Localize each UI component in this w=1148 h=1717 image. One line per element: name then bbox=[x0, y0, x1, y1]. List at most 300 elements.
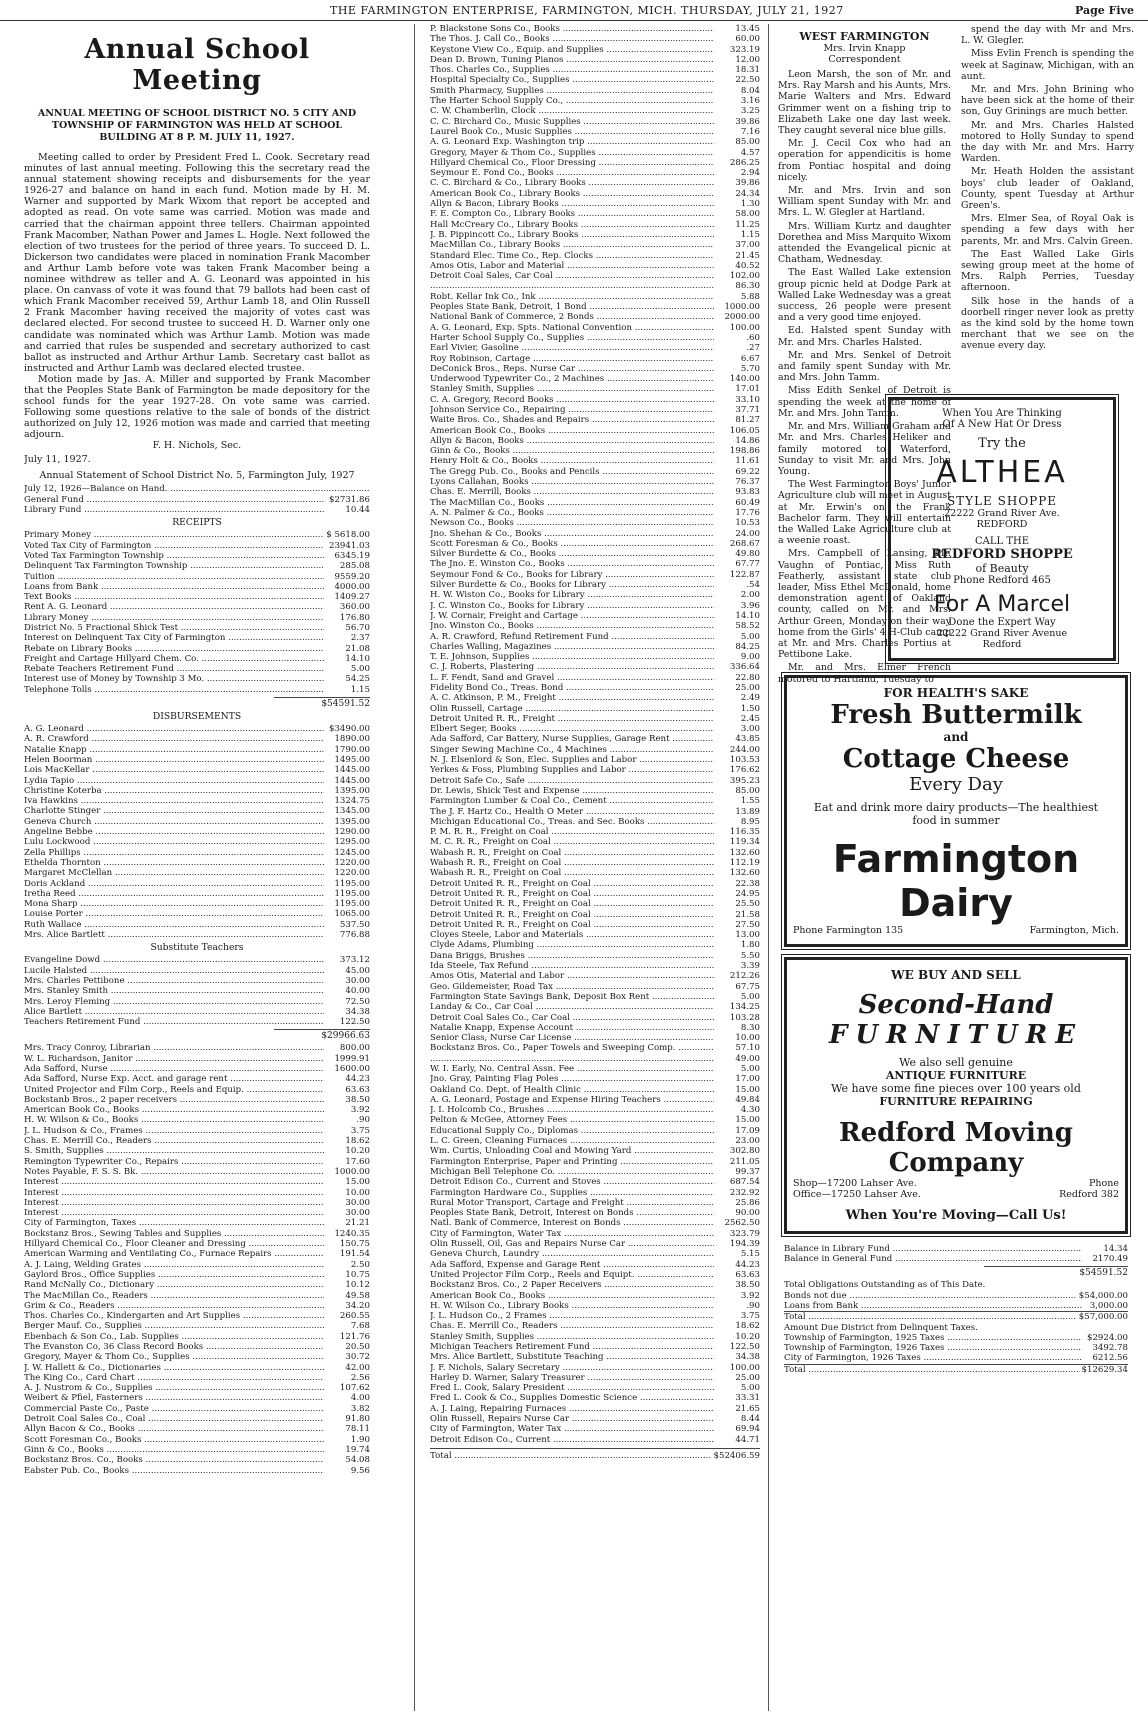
row-label: Smith Pharmacy, Supplies ..... bbox=[430, 86, 714, 96]
row-label: T. E. Johnson, Supplies ..... bbox=[430, 652, 714, 662]
ledger-row bbox=[430, 86, 760, 96]
row-label: Dr. Lewis, Shick Test and Expense ..... bbox=[430, 786, 714, 796]
ledger-row bbox=[24, 1054, 370, 1064]
news-paragraph: Mr. Heath Holden the assistant boys' club leader of Oakland, County, spent Tuesday at Arthur Green's. bbox=[961, 166, 1134, 212]
row-label: Wabash R. R., Freight on Coal ..... bbox=[430, 868, 714, 878]
ledger-row bbox=[430, 559, 760, 569]
news-paragraph: spend the day with Mr and Mrs. L. W. Glegler. bbox=[961, 24, 1134, 47]
ledger-row bbox=[430, 621, 760, 631]
ad-text: food in summer bbox=[912, 813, 1000, 827]
balance-row bbox=[784, 1353, 1128, 1363]
row-label: Detroit Edison Co., Current and Stoves ..... bbox=[430, 1177, 714, 1187]
row-label: L. F. Fendt, Sand and Gravel ..... bbox=[430, 673, 714, 683]
row-amount: 3.16 bbox=[740, 96, 760, 107]
ledger-row bbox=[430, 1095, 760, 1105]
row-label: Detroit Edison Co., Current ..... bbox=[430, 1435, 714, 1445]
ad-text: When You're Moving—Call Us! bbox=[845, 1207, 1067, 1223]
row-label: Berger Mauf. Co., Supplies ..... bbox=[24, 1321, 324, 1331]
row-label: Grim & Co., Readers ..... bbox=[24, 1301, 324, 1311]
row-amount: 1220.00 bbox=[334, 857, 370, 868]
row-amount: .54 bbox=[746, 580, 760, 591]
row-amount: 58.00 bbox=[735, 209, 760, 220]
ledger-row bbox=[430, 374, 760, 384]
ledger-row bbox=[24, 1291, 370, 1301]
row-label: Detroit United R. R., Freight on Coal ..... bbox=[430, 899, 714, 909]
row-label: H. W. Wiston Co., Books for Library ..... bbox=[430, 590, 714, 600]
ledger-row bbox=[430, 292, 760, 302]
row-amount: .27 bbox=[746, 343, 760, 354]
row-label: Iva Hawkins ..... bbox=[24, 796, 324, 806]
row-label: Ginn & Co., Books ..... bbox=[430, 446, 714, 456]
row-amount: 2.37 bbox=[350, 633, 370, 644]
row-amount: 22.80 bbox=[735, 672, 760, 683]
row-label: Gaylord Bros., Office Supplies ..... bbox=[24, 1270, 324, 1280]
ledger-row bbox=[430, 1126, 760, 1136]
row-label: Henry Holt & Co., Books ..... bbox=[430, 456, 714, 466]
row-label: City of Farmington, 1926 Taxes ..... bbox=[784, 1353, 1082, 1363]
row-label: Singer Sewing Machine Co., 4 Machines ..... bbox=[430, 745, 714, 755]
row-label: Lulu Lockwood ..... bbox=[24, 837, 324, 847]
row-amount: 30.00 bbox=[345, 1208, 370, 1219]
row-amount: .60 bbox=[746, 332, 760, 343]
row-amount: 7.68 bbox=[350, 1321, 370, 1332]
ad-text: of Beauty bbox=[975, 561, 1029, 575]
row-amount: 34.38 bbox=[735, 1352, 760, 1363]
row-amount: 33.31 bbox=[735, 1393, 760, 1404]
ledger-row bbox=[430, 930, 760, 940]
row-amount: 776.88 bbox=[339, 930, 370, 941]
ledger-row bbox=[430, 652, 760, 662]
row-amount: 24.00 bbox=[735, 528, 760, 539]
row-amount: 11.25 bbox=[735, 219, 760, 230]
ad-logo-text: Farmington Dairy bbox=[832, 836, 1080, 925]
ledger-row bbox=[24, 817, 370, 827]
row-label: Earl Vivier, Gasoline ..... bbox=[430, 343, 714, 353]
ledger-row bbox=[24, 899, 370, 909]
row-amount: 268.67 bbox=[729, 538, 760, 549]
row-label: H. W. Wilson & Co., Books ..... bbox=[24, 1115, 324, 1125]
delinquent-heading: Amount Due District from Delinquent Taxes. bbox=[784, 1322, 978, 1333]
row-amount: 54.08 bbox=[345, 1455, 370, 1466]
ledger-row bbox=[24, 1455, 370, 1465]
ledger-row bbox=[24, 1136, 370, 1146]
row-amount: 25.00 bbox=[735, 1372, 760, 1383]
row-label: A. R. Crawford ..... bbox=[24, 734, 324, 744]
row-amount: 34.38 bbox=[345, 1006, 370, 1017]
ad-headline: ALTHEA bbox=[936, 454, 1068, 490]
ledger-row bbox=[24, 1270, 370, 1280]
ledger-row bbox=[430, 75, 760, 85]
row-label: Farmington Enterprise, Paper and Printing ..... bbox=[430, 1157, 714, 1167]
row-amount: 8.44 bbox=[740, 1414, 760, 1425]
article-title: Annual School Meeting bbox=[84, 34, 310, 96]
row-amount: 33.10 bbox=[735, 394, 760, 405]
row-label: Library Money ..... bbox=[24, 613, 324, 623]
row-amount: 6345.19 bbox=[334, 550, 370, 561]
ledger-row bbox=[430, 910, 760, 920]
ledger-row bbox=[24, 1321, 370, 1331]
row-label: Farmington State Savings Bank, Deposit Box Rent ..... bbox=[430, 992, 714, 1002]
ledger-row bbox=[430, 240, 760, 250]
ledger-row bbox=[24, 1229, 370, 1239]
ledger-row bbox=[24, 530, 370, 540]
row-amount: 37.71 bbox=[735, 404, 760, 415]
column-2-total: Total ..... $52406.59 bbox=[430, 1448, 760, 1461]
row-label: Tuition ..... bbox=[24, 572, 324, 582]
row-label: Charles Walling, Magazines ..... bbox=[430, 642, 714, 652]
row-amount: 12.00 bbox=[735, 54, 760, 65]
row-amount: 42.00 bbox=[345, 1362, 370, 1373]
row-amount: 1999.91 bbox=[334, 1053, 370, 1064]
row-label: C. C. Birchard Co., Music Supplies ..... bbox=[430, 117, 714, 127]
row-amount: 43.85 bbox=[735, 734, 760, 745]
row-amount: 3492.78 bbox=[1092, 1343, 1128, 1354]
news-paragraph: Mrs. William Kurtz and daughter Dorethea and Miss Marquito Wixom attended the Evangelical picnic at Chatham, Wednesday. bbox=[778, 220, 951, 266]
row-label: Detroit Safe Co., Safe ..... bbox=[430, 776, 714, 786]
ledger-row bbox=[24, 1177, 370, 1187]
row-amount: $54,000.00 bbox=[1078, 1290, 1128, 1301]
ledger-row bbox=[24, 868, 370, 878]
balance-summary bbox=[784, 1244, 1128, 1375]
ad-text: Try the bbox=[978, 435, 1026, 451]
row-amount: 23941.03 bbox=[328, 540, 370, 551]
row-amount: 134.25 bbox=[729, 1002, 760, 1013]
row-amount: 3.75 bbox=[350, 1125, 370, 1136]
row-label: Mrs. Alice Bartlett, Substitute Teaching ..... bbox=[430, 1352, 714, 1362]
row-amount: 1065.00 bbox=[334, 909, 370, 920]
row-amount: 24.34 bbox=[735, 188, 760, 199]
row-label: Robt. Kellar Ink Co., Ink ..... bbox=[430, 292, 714, 302]
row-amount: 17.60 bbox=[345, 1156, 370, 1167]
substitutes-label: Substitute Teachers bbox=[150, 942, 244, 954]
row-amount: 1.15 bbox=[740, 229, 760, 240]
row-label: Bockstanz Bros., Sewing Tables and Supplies ..... bbox=[24, 1229, 324, 1239]
ledger-row bbox=[430, 961, 760, 971]
ledger-row bbox=[430, 405, 760, 415]
row-amount: 212.26 bbox=[729, 971, 760, 982]
row-label: Scott Foresman & Co., Books ..... bbox=[430, 539, 714, 549]
ledger-row bbox=[430, 1332, 760, 1342]
row-label: Township of Farmington, 1926 Taxes ..... bbox=[784, 1343, 1082, 1353]
row-amount: 56.70 bbox=[345, 623, 370, 633]
ledger-row bbox=[430, 312, 760, 322]
row-label: Natl. Bank of Commerce, Interest on Bonds ..... bbox=[430, 1218, 714, 1228]
ledger-row bbox=[430, 982, 760, 992]
row-amount: 2.45 bbox=[740, 713, 760, 724]
ledger-row bbox=[430, 837, 760, 847]
row-amount: 84.25 bbox=[735, 641, 760, 652]
row-label: Geneva Church ..... bbox=[24, 817, 324, 827]
ledger-row bbox=[24, 592, 370, 602]
row-label: Michigan Teachers Retirement Fund ..... bbox=[430, 1342, 714, 1352]
row-amount: 232.92 bbox=[729, 1187, 760, 1198]
row-amount: 17.00 bbox=[735, 1074, 760, 1085]
row-label: C. W. Chamberlin, Clock ..... bbox=[430, 106, 714, 116]
row-amount: 373.12 bbox=[339, 955, 370, 966]
row-label: Ada Safford, Nurse Exp. Acct. and garage rent ..... bbox=[24, 1074, 324, 1084]
row-label: City of Farmington, Taxes ..... bbox=[24, 1218, 324, 1228]
row-amount: 21.58 bbox=[735, 909, 760, 920]
row-label: The Jno. E. Winston Co., Books ..... bbox=[430, 559, 714, 569]
news-paragraph: The East Walled Lake Girls sewing group meet at the home of Mrs. Ralph Perries, Tuesday afternoon. bbox=[961, 248, 1134, 294]
row-label: Harter School Supply Co., Supplies ..... bbox=[430, 333, 714, 343]
row-label: Ada Safford, Expense and Garage Rent ..... bbox=[430, 1260, 714, 1270]
signature: F. H. Nichols, Sec. bbox=[152, 440, 242, 452]
ledger-row bbox=[430, 220, 760, 230]
receipts-total: $54591.52 bbox=[274, 697, 370, 709]
page-number: Page Five bbox=[1074, 4, 1134, 17]
ad-headline: Second-Hand bbox=[858, 989, 1054, 1020]
row-label: MacMillan Co., Library Books ..... bbox=[430, 240, 714, 250]
ledger-row bbox=[430, 590, 760, 600]
ad-phone: Redford 382 bbox=[1059, 1188, 1119, 1200]
row-label: Balance in Library Fund ..... bbox=[784, 1244, 1082, 1254]
row-amount: 49.58 bbox=[345, 1290, 370, 1301]
row-amount: 1600.00 bbox=[334, 1063, 370, 1074]
ledger-row bbox=[430, 1363, 760, 1373]
row-label: Amos Otis, Labor and Material ..... bbox=[430, 261, 714, 271]
row-label: Louise Porter ..... bbox=[24, 909, 324, 919]
row-amount: 10.20 bbox=[735, 1331, 760, 1342]
ledger-row bbox=[24, 1115, 370, 1125]
row-label: Notes Payable, F. S. S. Bk. ..... bbox=[24, 1167, 324, 1177]
ledger-row bbox=[430, 1146, 760, 1156]
ledger-row bbox=[430, 189, 760, 199]
row-label: Allyn Bacon & Co., Books ..... bbox=[24, 1424, 324, 1434]
row-amount: 3.92 bbox=[350, 1105, 370, 1116]
ledger-row bbox=[430, 354, 760, 364]
row-amount: 2000.00 bbox=[724, 312, 760, 323]
row-amount: 1445.00 bbox=[334, 765, 370, 776]
row-amount: 85.00 bbox=[735, 785, 760, 796]
row-amount: 132.60 bbox=[729, 847, 760, 858]
row-amount: 9.56 bbox=[350, 1465, 370, 1476]
ledger-row bbox=[430, 395, 760, 405]
ledger-row bbox=[430, 199, 760, 209]
row-label: Alice Bartlett ..... bbox=[24, 1007, 324, 1017]
row-label: Hospital Specialty Co., Supplies ..... bbox=[430, 75, 714, 85]
row-amount: 103.28 bbox=[729, 1012, 760, 1023]
row-amount: 27.50 bbox=[735, 919, 760, 930]
row-label: Mrs. Alice Bartlett ..... bbox=[24, 930, 324, 940]
row-amount: 1.15 bbox=[350, 684, 370, 695]
row-label: Pelton & McGee, Attorney Fees ..... bbox=[430, 1115, 714, 1125]
row-amount: 102.00 bbox=[729, 271, 760, 282]
row-label: Zella Phillips ..... bbox=[24, 848, 324, 858]
row-amount: 21.21 bbox=[345, 1218, 370, 1229]
row-amount: 1195.00 bbox=[334, 878, 370, 889]
balance-total: $54591.52 bbox=[984, 1266, 1128, 1278]
row-amount: 1345.00 bbox=[334, 806, 370, 817]
ledger-row bbox=[430, 446, 760, 456]
row-amount: 1.30 bbox=[740, 199, 760, 210]
row-label: The J. F. Hartz Co., Health O Meter ..... bbox=[430, 807, 714, 817]
row-amount: 11.61 bbox=[735, 456, 760, 467]
row-amount: 40.00 bbox=[345, 986, 370, 997]
ledger-row bbox=[24, 1435, 370, 1445]
row-label: Silver Burdette & Co., Books for Library ..... bbox=[430, 580, 714, 590]
row-label: Mrs. Tracy Conroy, Librarian ..... bbox=[24, 1043, 324, 1053]
row-amount: 13.00 bbox=[735, 930, 760, 941]
row-label: Mrs. Stanley Smith ..... bbox=[24, 986, 324, 996]
row-label: Lucile Halsted ..... bbox=[24, 966, 324, 976]
row-amount: 45.00 bbox=[345, 965, 370, 976]
row-label: Landay & Co., Car Coal ..... bbox=[430, 1002, 714, 1012]
row-amount: 18.31 bbox=[735, 65, 760, 76]
ledger-row bbox=[24, 837, 370, 847]
ledger-row bbox=[430, 1074, 760, 1084]
article-date: July 11, 1927. bbox=[24, 454, 91, 466]
ledger-row bbox=[430, 1013, 760, 1023]
row-amount: 5.00 bbox=[350, 664, 370, 675]
ledger-row bbox=[430, 1249, 760, 1259]
row-label: Text Books ..... bbox=[24, 592, 324, 602]
row-label: Geneva Church, Laundry ..... bbox=[430, 1249, 714, 1259]
ledger-row bbox=[430, 1352, 760, 1362]
ledger-row bbox=[24, 1126, 370, 1136]
row-label: Primary Money ..... bbox=[24, 530, 324, 540]
ledger-row bbox=[430, 230, 760, 240]
row-amount: 9559.20 bbox=[334, 571, 370, 582]
row-amount: 37.00 bbox=[735, 240, 760, 251]
ledger-row bbox=[24, 827, 370, 837]
ledger-row bbox=[430, 796, 760, 806]
ledger-row bbox=[24, 920, 370, 930]
ledger-row bbox=[430, 302, 760, 312]
row-amount: 3.00 bbox=[740, 724, 760, 735]
row-amount: 132.60 bbox=[729, 868, 760, 879]
row-amount: 1395.00 bbox=[334, 785, 370, 796]
ledger-row bbox=[430, 1157, 760, 1167]
row-amount: 44.23 bbox=[735, 1259, 760, 1270]
row-label: Detroit Coal Sales Co., Coal ..... bbox=[24, 1414, 324, 1424]
row-amount: $ 5618.00 bbox=[326, 530, 370, 541]
row-amount: 19.74 bbox=[345, 1444, 370, 1455]
ledger-row bbox=[430, 539, 760, 549]
row-amount: 5.00 bbox=[740, 1063, 760, 1074]
ledger-row bbox=[430, 755, 760, 765]
row-label: Chas. E. Merrill Co., Readers ..... bbox=[24, 1136, 324, 1146]
row-amount: 1000.00 bbox=[724, 302, 760, 313]
row-amount: 3.75 bbox=[740, 1311, 760, 1322]
ledger-row bbox=[24, 986, 370, 996]
ledger-row bbox=[430, 261, 760, 271]
row-label: J. B. Pippincott Co., Library Books ..... bbox=[430, 230, 714, 240]
ledger-row bbox=[24, 582, 370, 592]
row-label: Wm. Curtis, Unloading Coal and Mowing Yard ..... bbox=[430, 1146, 714, 1156]
row-amount: 1890.00 bbox=[334, 734, 370, 745]
ledger-row bbox=[24, 505, 370, 515]
row-amount: 22.38 bbox=[735, 878, 760, 889]
misc-disbursements bbox=[24, 1043, 370, 1475]
row-amount: 302.80 bbox=[729, 1146, 760, 1157]
row-amount: 81.27 bbox=[735, 415, 760, 426]
row-label: Gregory, Mayer & Thom Co., Supplies ..... bbox=[24, 1352, 324, 1362]
row-amount: 122.50 bbox=[729, 1342, 760, 1352]
ledger-row bbox=[430, 343, 760, 353]
ad-text: FOR HEALTH'S SAKE bbox=[883, 685, 1029, 700]
row-label: Dana Briggs, Brushes ..... bbox=[430, 951, 714, 961]
ad-text: ANTIQUE FURNITURE bbox=[885, 1068, 1027, 1082]
row-amount: 6.67 bbox=[740, 353, 760, 364]
ledger-row bbox=[430, 1177, 760, 1187]
ad-text: CALL THE bbox=[974, 535, 1030, 547]
row-label: Jno. Gray, Painting Flag Poles ..... bbox=[430, 1074, 714, 1084]
ad-text: 22222 Grand River Avenue bbox=[936, 627, 1068, 639]
row-amount: 176.80 bbox=[339, 612, 370, 623]
ledger-row bbox=[430, 178, 760, 188]
row-amount: 1195.00 bbox=[334, 888, 370, 899]
row-label: Voted Tax City of Farmington ..... bbox=[24, 541, 324, 551]
row-label: Elbert Seger, Books ..... bbox=[430, 724, 714, 734]
row-amount: 100.00 bbox=[729, 1362, 760, 1373]
ledger-row bbox=[430, 1260, 760, 1270]
row-amount: 2.00 bbox=[740, 590, 760, 601]
row-amount: 57.10 bbox=[735, 1043, 760, 1054]
row-amount: 34.20 bbox=[345, 1300, 370, 1311]
ledger-row bbox=[24, 664, 370, 674]
ledger-row bbox=[24, 1311, 370, 1321]
masthead bbox=[0, 4, 1148, 21]
ledger-row bbox=[24, 644, 370, 654]
ledger-row bbox=[430, 765, 760, 775]
farmington-dairy-ad bbox=[784, 675, 1128, 947]
row-label: Detroit Coal Sales Co., Car Coal ..... bbox=[430, 1013, 714, 1023]
row-amount: 121.76 bbox=[339, 1331, 370, 1342]
row-amount: 15.00 bbox=[345, 1177, 370, 1188]
ledger-row bbox=[430, 1105, 760, 1115]
row-label: American Book Co., Books ..... bbox=[430, 1291, 714, 1301]
news-paragraph: Miss Evlin French is spending the week at Saginaw, Michigan, with an aunt. bbox=[961, 48, 1134, 82]
row-amount: 5.00 bbox=[740, 991, 760, 1002]
row-label: Newson Co., Books ..... bbox=[430, 518, 714, 528]
row-amount: 5.00 bbox=[740, 1383, 760, 1394]
ledger-row bbox=[430, 364, 760, 374]
column-rule bbox=[414, 24, 415, 1711]
row-label: Fidelity Bond Co., Treas. Bond ..... bbox=[430, 683, 714, 693]
row-amount: 93.83 bbox=[735, 487, 760, 498]
ledger-row bbox=[24, 734, 370, 744]
row-label: Detroit United R. R., Freight on Coal ..... bbox=[430, 879, 714, 889]
ledger-row bbox=[24, 674, 370, 684]
row-label: Peoples State Bank, Detroit, Interest on Bonds ..... bbox=[430, 1208, 714, 1218]
row-amount: 5.88 bbox=[740, 291, 760, 302]
ledger-row bbox=[430, 1270, 760, 1280]
row-label: Freight and Cartage Hillyard Chem. Co. ..... bbox=[24, 654, 324, 664]
row-label: Voted Tax Farmington Township ..... bbox=[24, 551, 324, 561]
ledger-row bbox=[24, 613, 370, 623]
row-label: Olin Russell, Cartage ..... bbox=[430, 704, 714, 714]
row-amount: 78.11 bbox=[345, 1424, 370, 1435]
row-amount: 91.80 bbox=[345, 1414, 370, 1425]
row-amount: 49.80 bbox=[735, 549, 760, 560]
delinquent-total: Total ..... $12629.34 bbox=[784, 1364, 1128, 1375]
row-amount: 4.30 bbox=[740, 1105, 760, 1116]
row-label: Natalie Knapp ..... bbox=[24, 745, 324, 755]
ledger-row bbox=[430, 776, 760, 786]
row-label: Christine Koterba ..... bbox=[24, 786, 324, 796]
article-subhead: ANNUAL MEETING OF SCHOOL DISTRICT NO. 5 CITY AND TOWNSHIP OF FARMINGTON WAS HELD AT SCHOOL BUILDING AT 8 P. M. JULY 11, 1927. bbox=[37, 108, 357, 143]
row-amount: 122.50 bbox=[339, 1017, 370, 1028]
row-label: American Book Co., Books ..... bbox=[24, 1105, 324, 1115]
ledger-row bbox=[430, 940, 760, 950]
ledger-row bbox=[24, 623, 370, 633]
row-amount: 1324.75 bbox=[334, 796, 370, 807]
row-amount: 198.86 bbox=[729, 446, 760, 457]
row-amount: $3490.00 bbox=[328, 724, 370, 735]
row-label: Delinquent Tax Farmington Township ..... bbox=[24, 561, 324, 571]
row-amount: 21.65 bbox=[735, 1403, 760, 1414]
